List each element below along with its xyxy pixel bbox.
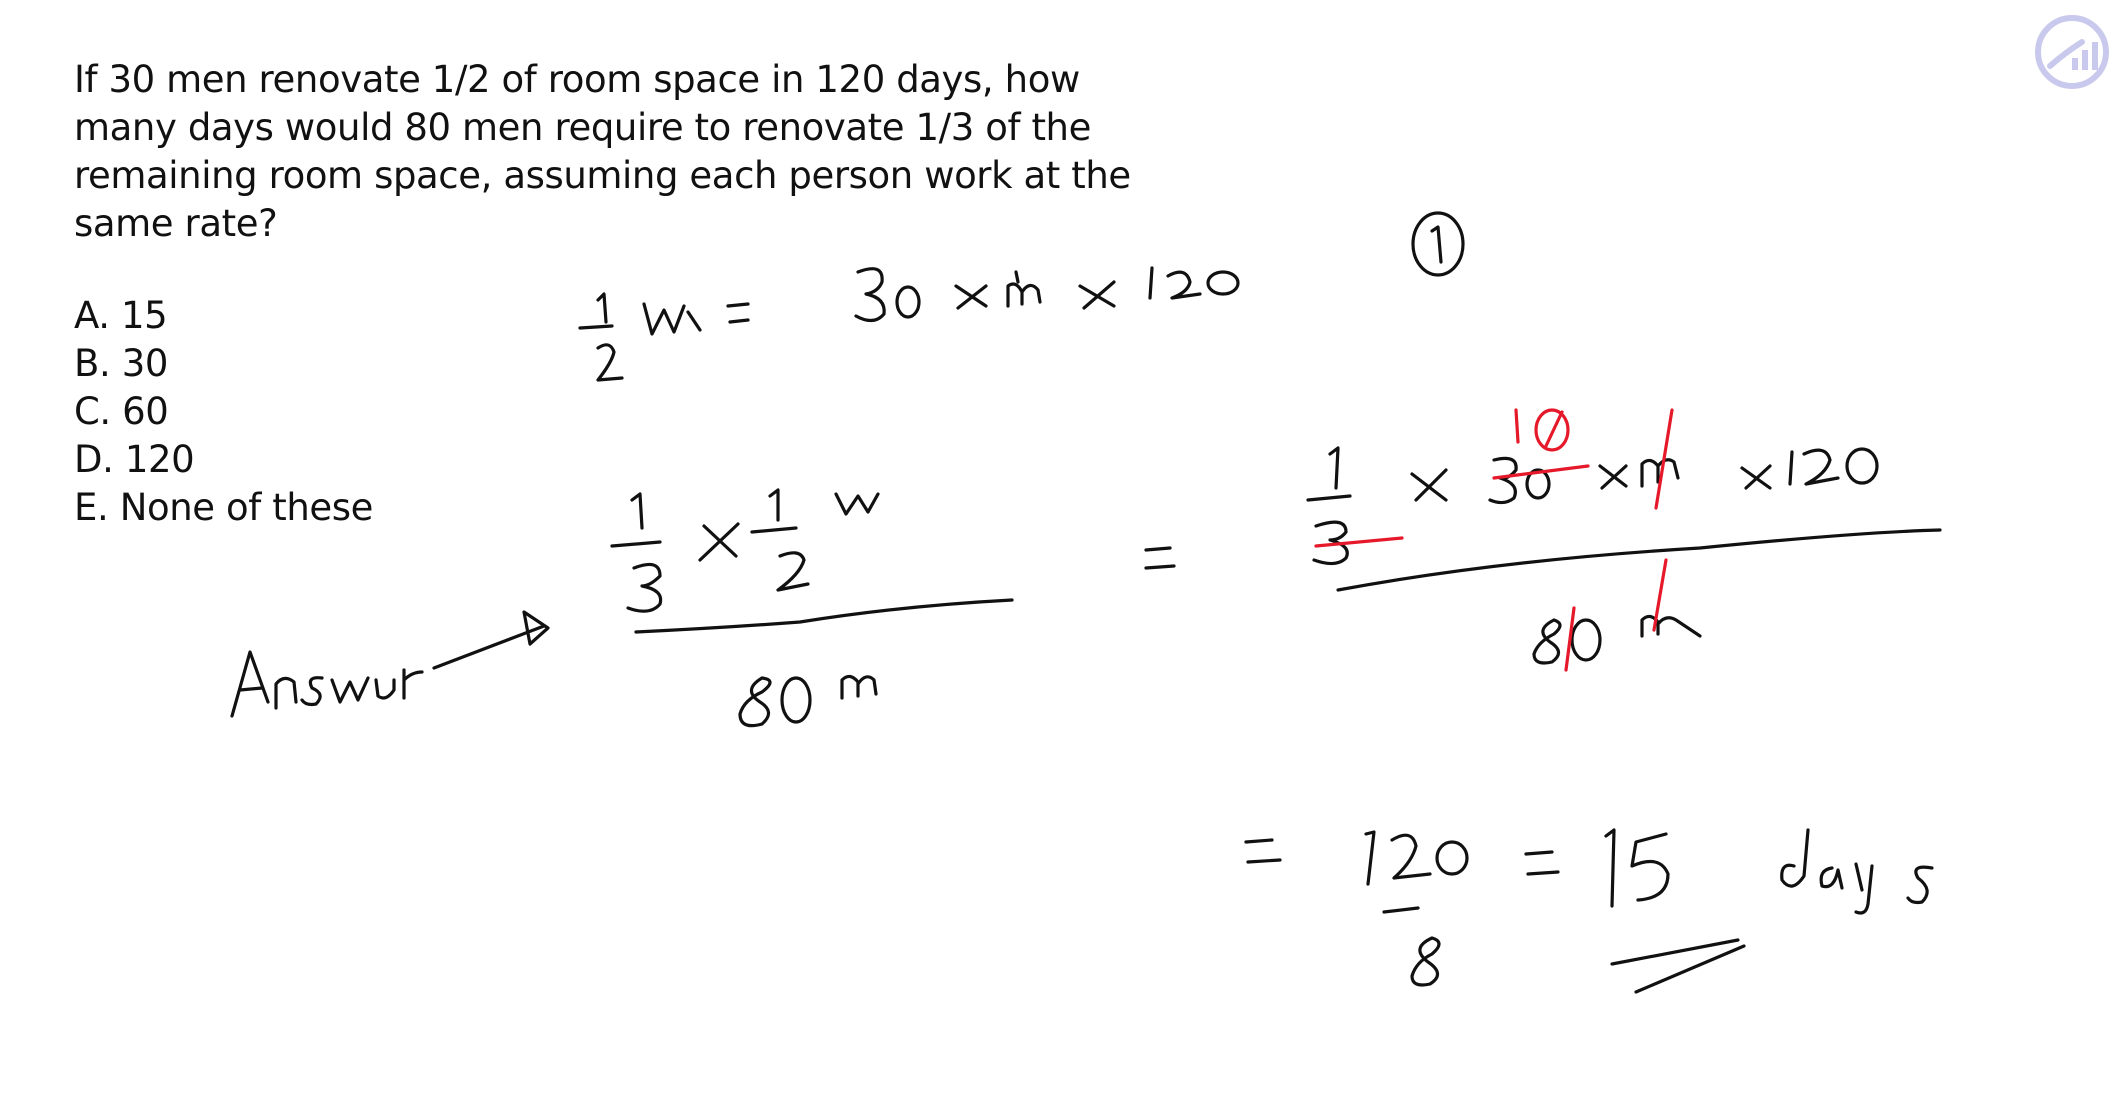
option-b: B. 30: [74, 342, 168, 385]
step-marker: [1413, 213, 1463, 275]
right-fraction: [1308, 448, 1940, 663]
equation-1: [580, 268, 1238, 380]
option-e: E. None of these: [74, 486, 373, 529]
question-line: remaining room space, assuming each person work at the: [74, 154, 1131, 197]
answer-label: [232, 612, 548, 716]
red-corrections: [1316, 410, 1672, 670]
question-line: many days would 80 men require to renovate 1/3 of the: [74, 106, 1091, 149]
brand-logo-icon: [2032, 12, 2112, 92]
final-result: [1246, 830, 1932, 992]
option-d: D. 120: [74, 438, 195, 481]
question-line: If 30 men renovate 1/2 of room space in 120 days, how: [74, 58, 1080, 101]
option-a: A. 15: [74, 294, 168, 337]
equals-sign: [1146, 548, 1174, 568]
option-c: C. 60: [74, 390, 169, 433]
question-line: same rate?: [74, 202, 278, 245]
left-fraction: [612, 490, 1012, 726]
